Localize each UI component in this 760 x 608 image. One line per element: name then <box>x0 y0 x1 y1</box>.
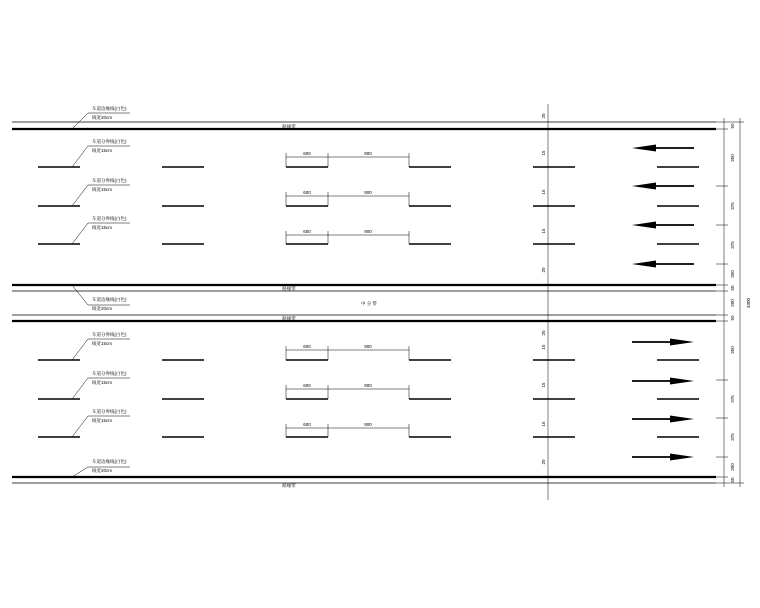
divider-width: 线宽15cm <box>92 418 113 423</box>
section-width-label: 350 <box>730 154 735 162</box>
shoulder-label-bottom: 路缘带 <box>282 483 296 488</box>
section-width-label: 350 <box>730 463 735 471</box>
section-width-label: 375 <box>730 202 735 210</box>
edge-line-width: 线宽20cm <box>92 115 113 120</box>
line-width-label: 20 <box>541 330 546 336</box>
divider-width: 线宽15cm <box>92 341 113 346</box>
total-width-label: 3300 <box>746 297 751 309</box>
dash-length-label: 600 <box>303 151 311 156</box>
divider-label: 车道分界线(白色) <box>92 371 127 376</box>
line-width-dimension-text <box>541 113 546 465</box>
divider-label: 车道分界线(白色) <box>92 216 127 221</box>
section-width-label: 375 <box>730 241 735 249</box>
callout-text <box>92 105 127 474</box>
edge-line-label: 车道边缘线(白色) <box>92 297 127 302</box>
line-width-label: 20 <box>541 267 546 273</box>
arrow-right-icon <box>632 416 694 423</box>
arrow-right-icon <box>632 378 694 385</box>
arrow-left-icon <box>632 145 694 152</box>
shoulder-label-median-top: 路缘带 <box>282 286 296 291</box>
section-width-label: 50 <box>730 123 735 129</box>
edge-line-width: 线宽20cm <box>92 306 113 311</box>
line-width-label: 15 <box>541 382 546 388</box>
arrow-left-icon <box>632 222 694 229</box>
gap-length-label: 900 <box>364 344 372 349</box>
section-width-label: 50 <box>730 315 735 321</box>
line-width-label: 15 <box>541 344 546 350</box>
divider-label: 车道分界线(白色) <box>92 139 127 144</box>
section-width-label: 375 <box>730 395 735 403</box>
shoulder-label-top: 路缘带 <box>282 124 296 129</box>
line-width-label: 15 <box>541 189 546 195</box>
line-width-label: 15 <box>541 421 546 427</box>
right-dimension-text <box>730 123 751 483</box>
line-width-label: 15 <box>541 150 546 156</box>
gap-length-label: 900 <box>364 190 372 195</box>
divider-width: 线宽15cm <box>92 380 113 385</box>
line-width-label: 20 <box>541 113 546 119</box>
dash-dimension-text <box>303 151 372 427</box>
edge-line-width: 线宽20cm <box>92 468 113 473</box>
direction-arrows <box>632 145 694 461</box>
gap-length-label: 900 <box>364 383 372 388</box>
arrow-left-icon <box>632 261 694 268</box>
section-width-label: 375 <box>730 433 735 441</box>
dash-dimensions <box>286 153 409 437</box>
divider-width: 线宽15cm <box>92 187 113 192</box>
shoulder-label-median-bottom: 路缘带 <box>282 316 296 321</box>
dash-length-label: 600 <box>303 229 311 234</box>
arrow-right-icon <box>632 454 694 461</box>
divider-label: 车道分界线(白色) <box>92 178 127 183</box>
section-width-label: 350 <box>730 346 735 354</box>
dash-length-label: 600 <box>303 422 311 427</box>
section-width-label: 50 <box>730 285 735 291</box>
leader-line <box>72 285 130 305</box>
median-label: 中 分 带 <box>360 301 378 306</box>
gap-length-label: 900 <box>364 229 372 234</box>
section-width-label: 50 <box>730 477 735 483</box>
dash-length-label: 600 <box>303 383 311 388</box>
gap-length-label: 900 <box>364 151 372 156</box>
divider-width: 线宽15cm <box>92 225 113 230</box>
line-width-label: 15 <box>541 228 546 234</box>
dash-length-label: 600 <box>303 190 311 195</box>
divider-label: 车道分界线(白色) <box>92 332 127 337</box>
divider-label: 车道分界线(白色) <box>92 409 127 414</box>
arrow-right-icon <box>632 339 694 346</box>
dash-length-label: 600 <box>303 344 311 349</box>
section-width-label: 350 <box>730 270 735 278</box>
divider-width: 线宽15cm <box>92 148 113 153</box>
edge-line-label: 车道边缘线(白色) <box>92 106 127 111</box>
median-width-label: 200 <box>730 299 735 307</box>
arrow-left-icon <box>632 183 694 190</box>
edge-line-label: 车道边缘线(白色) <box>92 459 127 464</box>
gap-length-label: 900 <box>364 422 372 427</box>
line-width-label: 20 <box>541 459 546 465</box>
shoulder-labels <box>282 123 377 489</box>
line-width-dimension-axis <box>545 104 551 500</box>
